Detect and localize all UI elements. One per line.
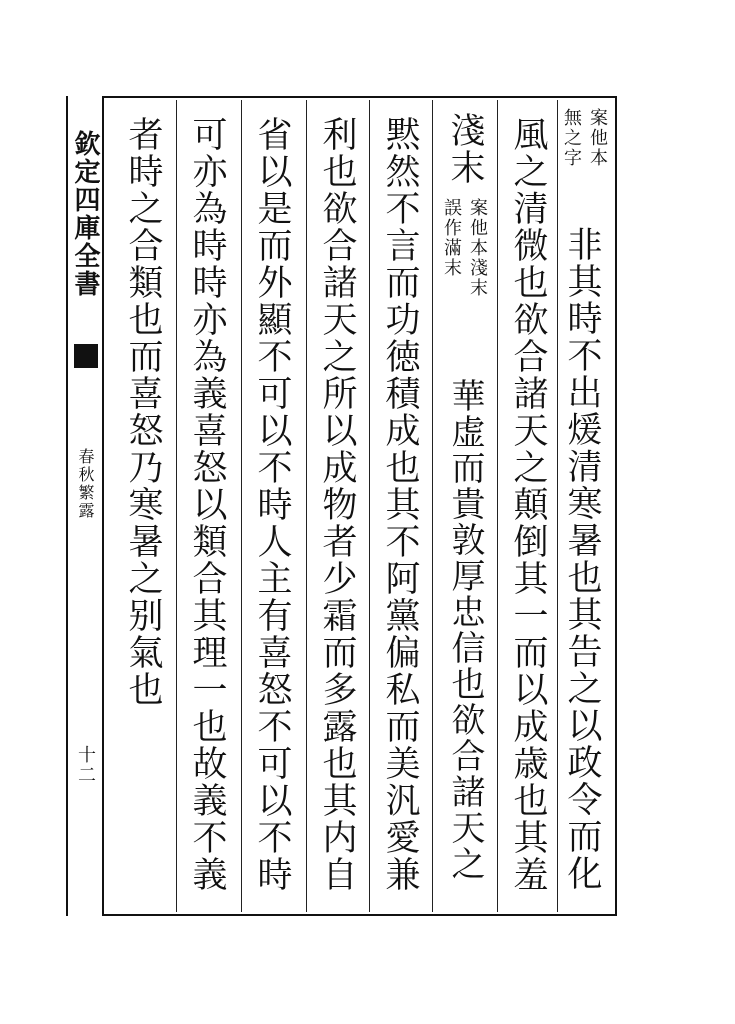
column-rule [432,100,433,912]
text-column-6 [243,108,301,908]
book-collection-title: 欽定四庫全書 [70,130,100,298]
column-rule [241,100,242,912]
text-column-2 [499,108,557,908]
text-column-3 [434,108,496,908]
annotation-left: 誤作滿末 [441,198,462,278]
column-rule [306,100,307,912]
annotation-note [440,198,488,298]
main-text: 省以是而外顯不可以不時人主有喜怒不可以不時 [252,116,292,893]
column-rule [497,100,498,912]
main-text: 者時之合類也而喜怒乃寒暑之别氣也 [123,116,163,708]
annotation-left: 無之字 [561,108,582,168]
main-text-top: 淺末 [445,112,485,186]
main-text: 黙然不言而功徳積成也其不阿黨偏私而美汎愛兼 [380,116,420,893]
annotation-right: 案他本淺末 [467,198,488,298]
column-rule [176,100,177,912]
page-number: 十二 [75,745,96,785]
main-text-bottom: 華虚而貴敦厚忠信也欲合諸天之 [445,378,485,882]
fishtail-mark [74,344,98,368]
main-text: 風之清微也欲合諸天之顛倒其一而以成歳也其羞 [508,116,548,893]
text-column-7 [178,108,236,908]
column-rule [369,100,370,912]
text-column-5 [308,108,366,908]
text-column-8 [114,108,172,908]
text-column-1 [558,108,606,908]
annotation-note [560,108,608,168]
main-text: 利也欲合諸天之所以成物者少霜而多露也其内自 [317,116,357,893]
main-text: 非其時不出煖清寒暑也其告之以政令而化 [562,226,602,892]
book-title: 春秋繁露 [76,448,95,520]
main-text: 可亦為時時亦為義喜怒以類合其理一也故義不義 [187,116,227,893]
text-column-4 [371,108,429,908]
annotation-right: 案他本 [587,108,608,168]
